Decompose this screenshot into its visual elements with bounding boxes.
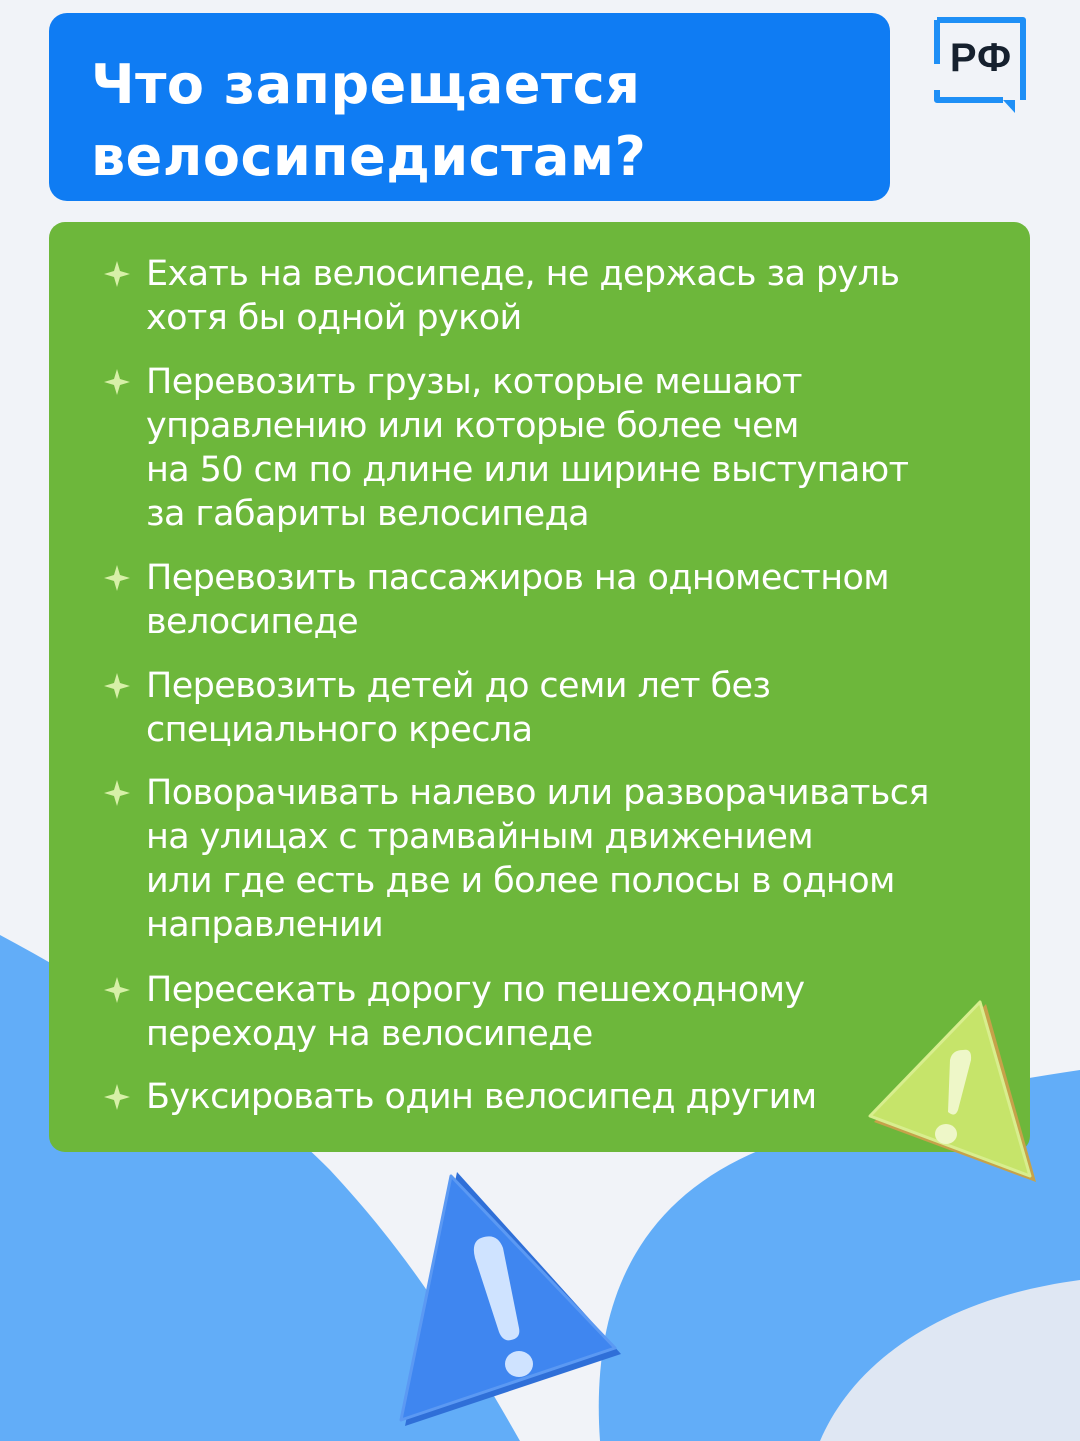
logo-text: РФ — [949, 36, 1013, 80]
list-item — [103, 968, 983, 1056]
rule-text: Буксировать один велосипед другим — [146, 1077, 817, 1117]
list-item — [103, 360, 983, 536]
title-box — [49, 13, 890, 201]
rule-text: Пересекать дорогу по пешеходному переходу на велосипеде — [146, 970, 805, 1054]
list-item — [103, 664, 983, 752]
page-title-line-2: велосипедистам? — [91, 125, 647, 188]
rule-text: Перевозить грузы, которые мешают управлению или которые более чем на 50 см по длине или ширине выступают за габариты велосипеда — [146, 362, 909, 534]
sparkle-bullet-icon — [103, 976, 131, 1004]
list-item — [103, 556, 983, 644]
sparkle-bullet-icon — [103, 368, 131, 396]
list-item — [103, 1075, 983, 1119]
sparkle-bullet-icon — [103, 260, 131, 288]
sparkle-bullet-icon — [103, 779, 131, 807]
sparkle-bullet-icon — [103, 672, 131, 700]
rule-text: Перевозить пассажиров на одноместном велосипеде — [146, 558, 890, 642]
warning-triangle-icon — [385, 1168, 625, 1430]
page-title-line-1: Что запрещается — [91, 53, 641, 116]
list-item — [103, 771, 983, 947]
rule-text: Перевозить детей до семи лет без специального кресла — [146, 666, 771, 750]
rf-logo — [933, 14, 1031, 114]
sparkle-bullet-icon — [103, 1083, 131, 1111]
sparkle-bullet-icon — [103, 564, 131, 592]
warning-triangle-icon — [868, 998, 1040, 1192]
list-item — [103, 252, 983, 340]
rule-text: Поворачивать налево или разворачиваться на улицах с трамвайным движением или где есть две и более полосы в одном направлении — [146, 773, 929, 945]
rule-text: Ехать на велосипеде, не держась за руль хотя бы одной рукой — [146, 254, 900, 338]
